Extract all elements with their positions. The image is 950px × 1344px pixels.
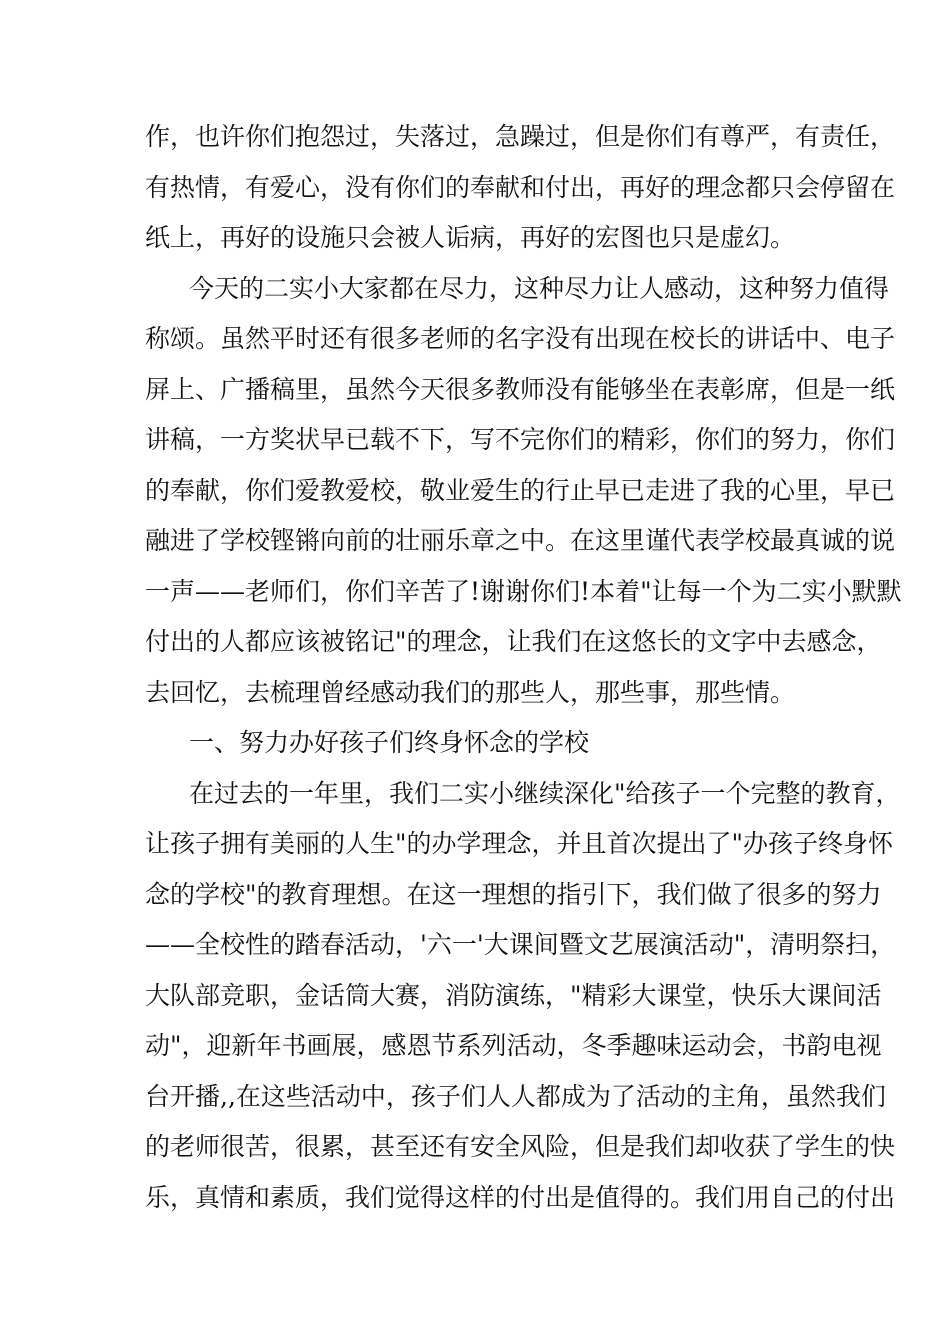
- text-line: 乐，真情和素质，我们觉得这样的付出是值得的。我们用自己的付出: [145, 1182, 896, 1212]
- text-line: 的老师很苦，很累，甚至还有安全风险，但是我们却收获了学生的快: [145, 1132, 896, 1161]
- text-line: 纸上，再好的设施只会被人诟病，再好的宏图也只是虚幻。: [145, 223, 796, 252]
- text-line: 有热情，有爱心，没有你们的奉献和付出，再好的理念都只会停留在: [145, 172, 896, 202]
- text-line: 屏上、广播稿里，虽然今天很多教师没有能够坐在表彰席，但是一纸: [145, 374, 896, 404]
- text-line: 一声——老师们，你们辛苦了!谢谢你们!本着"让每一个为二实小默默: [145, 576, 902, 606]
- text-line: 大队部竞职，金话筒大赛，消防演练，"精彩大课堂，快乐大课间活: [145, 980, 882, 1010]
- text-line: 去回忆，去梳理曾经感动我们的那些人，那些事，那些情。: [145, 677, 796, 707]
- text-line: ——全校性的踏春活动，'六一'大课间暨文艺展演活动"，清明祭扫，: [145, 930, 896, 959]
- text-line: 付出的人都应该被铭记"的理念，让我们在这悠长的文字中去感念，: [145, 627, 882, 656]
- text-line: 的奉献，你们爱教爱校，敬业爱生的行止早已走进了我的心里，早已: [145, 475, 896, 505]
- text-line: 融进了学校铿锵向前的壮丽乐章之中。在这里谨代表学校最真诚的说: [145, 526, 896, 555]
- text-line: 念的学校"的教育理想。在这一理想的指引下，我们做了很多的努力: [145, 879, 882, 909]
- text-line: 讲稿，一方奖状早已载不下，写不完你们的精彩，你们的努力，你们: [145, 425, 896, 454]
- text-line: 今天的二实小大家都在尽力，这种尽力让人感动，这种努力值得: [189, 273, 890, 303]
- text-line: 台开播,,在这些活动中，孩子们人人都成为了活动的主角，虽然我们: [145, 1081, 886, 1111]
- text-line: 一、努力办好孩子们终身怀念的学校: [189, 728, 590, 757]
- text-line: 称颂。虽然平时还有很多老师的名字没有出现在校长的讲话中、电子: [145, 324, 896, 353]
- document-body: [145, 112, 902, 1223]
- text-line: 作，也许你们抱怨过，失落过，急躁过，但是你们有尊严，有责任，: [145, 122, 896, 151]
- text-line: 在过去的一年里，我们二实小继续深化"给孩子一个完整的教育，: [189, 778, 901, 808]
- text-line: 让孩子拥有美丽的人生"的办学理念，并且首次提出了"办孩子终身怀: [145, 829, 894, 858]
- text-line: 动"，迎新年书画展，感恩节系列活动，冬季趣味运动会，书韵电视: [145, 1031, 882, 1060]
